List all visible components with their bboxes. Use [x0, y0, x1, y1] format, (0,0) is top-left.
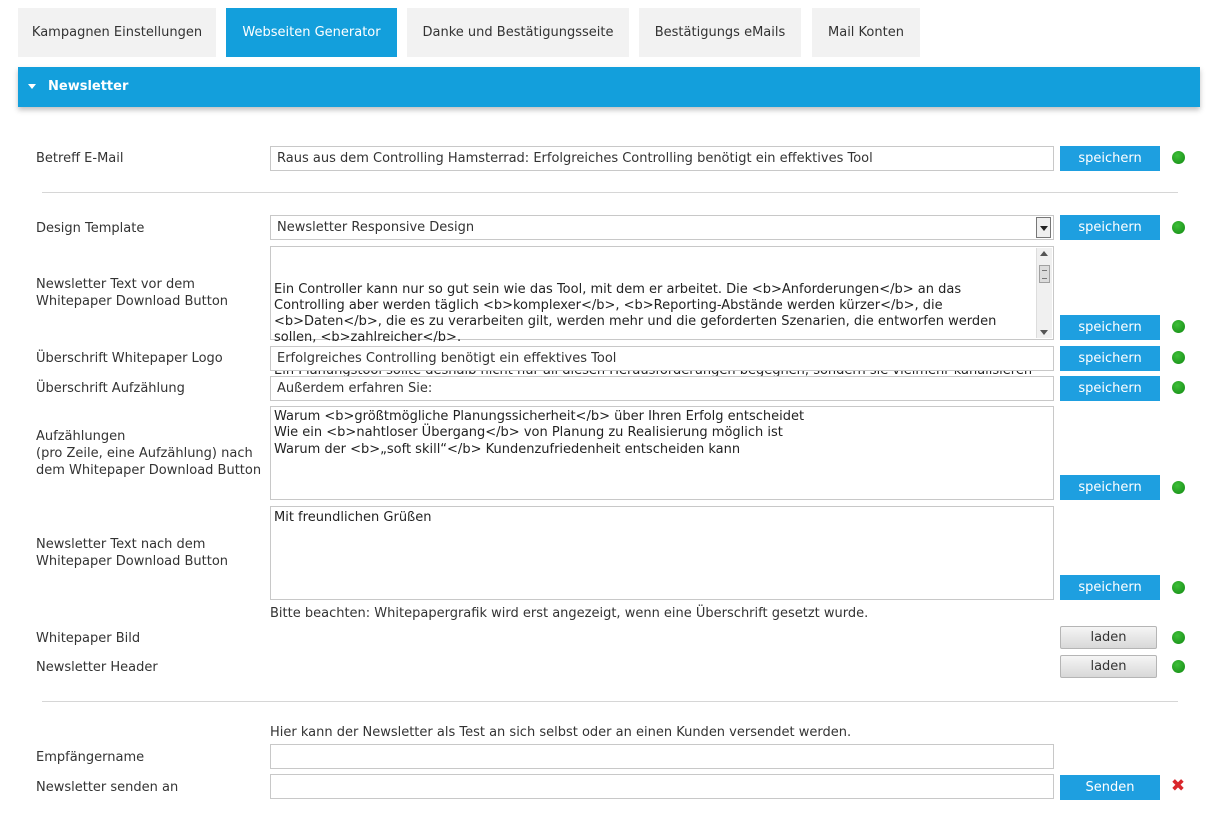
send-to-input[interactable] [270, 774, 1054, 799]
text-before-label: Newsletter Text vor dem Whitepaper Download Button [36, 277, 229, 309]
send-button[interactable]: Senden [1060, 775, 1160, 800]
scroll-down-icon [1040, 330, 1048, 335]
save-list-heading-button[interactable]: speichern [1060, 376, 1160, 401]
section-title: Newsletter [48, 79, 129, 94]
green-dot-icon [1172, 221, 1185, 234]
list-heading-input[interactable]: Außerdem erfahren Sie: [270, 376, 1054, 401]
tab-danke-und-bestaetigungsseite[interactable]: Danke und Bestätigungsseite [407, 8, 629, 57]
text-before-content: Ein Controller kann nur so gut sein wie das Tool, mit dem er arbeitet. Die <b>Anforderungen</b> an das Controlling aber werden täglich <b>komplexer</b>, <b>Reporting-Abstände werden kürzer</b>, die <b>Daten</b>, die es zu verarbeiten gilt, werden mehr und die geforderten Szenarien, die entworfen werden sollen, <b>zahlreicher</b>. [274, 281, 997, 346]
whitepaper-image-label: Whitepaper Bild [36, 631, 141, 646]
template-label: Design Template [36, 221, 145, 236]
green-dot-icon [1172, 581, 1185, 594]
scroll-thumb[interactable] [1039, 265, 1050, 283]
divider [42, 192, 1178, 193]
tab-bestaetigungs-emails[interactable]: Bestätigungs eMails [639, 8, 801, 57]
load-whitepaper-image-button[interactable]: laden [1060, 626, 1157, 649]
tab-webseiten-generator[interactable]: Webseiten Generator [226, 8, 397, 57]
send-to-label: Newsletter senden an [36, 780, 179, 795]
save-subject-button[interactable]: speichern [1060, 146, 1160, 171]
scroll-up-icon [1040, 251, 1048, 256]
save-text-before-button[interactable]: speichern [1060, 315, 1160, 340]
subject-input[interactable]: Raus aus dem Controlling Hamsterrad: Erfolgreiches Controlling benötigt ein effektives Tool [270, 146, 1054, 171]
list-items-label: Aufzählungen (pro Zeile, eine Aufzählung) nach dem Whitepaper Download Button [36, 429, 262, 478]
logo-heading-label: Überschrift Whitepaper Logo [36, 351, 223, 366]
text-before-textarea[interactable] [270, 246, 1054, 346]
green-dot-icon [1172, 631, 1185, 644]
recipient-name-input[interactable] [270, 744, 1054, 769]
textarea-scrollbar[interactable] [1036, 248, 1052, 338]
logo-heading-input[interactable]: Erfolgreiches Controlling benötigt ein effektives Tool [270, 346, 1054, 371]
text-after-textarea[interactable]: Mit freundlichen Grüßen [270, 506, 1054, 600]
load-newsletter-header-button[interactable]: laden [1060, 655, 1157, 678]
text-after-label: Newsletter Text nach dem Whitepaper Download Button [36, 537, 229, 569]
green-dot-icon [1172, 381, 1185, 394]
newsletter-header-label: Newsletter Header [36, 660, 158, 675]
save-list-items-button[interactable]: speichern [1060, 475, 1160, 500]
newsletter-section-header[interactable] [18, 67, 1200, 107]
green-dot-icon [1172, 481, 1185, 494]
caret-down-icon [28, 84, 36, 89]
divider [42, 701, 1178, 702]
tab-kampagnen-einstellungen[interactable]: Kampagnen Einstellungen [18, 8, 216, 57]
save-text-after-button[interactable]: speichern [1060, 575, 1160, 600]
tab-mail-konten[interactable]: Mail Konten [812, 8, 920, 57]
image-note: Bitte beachten: Whitepapergrafik wird erst angezeigt, wenn eine Überschrift gesetzt wurde. [270, 606, 869, 621]
recipient-name-label: Empfängername [36, 750, 145, 765]
save-logo-heading-button[interactable]: speichern [1060, 346, 1160, 371]
subject-label: Betreff E-Mail [36, 151, 124, 166]
list-items-textarea[interactable]: Warum <b>größtmögliche Planungssicherheit</b> über Ihren Erfolg entscheidet Wie ein <b>nahtloser Übergang</b> von Planung zu Realisierung möglich ist Warum der <b>„soft skill“</b> Kundenzufriedenheit entscheiden kann [270, 406, 1054, 500]
template-select[interactable]: Newsletter Responsive Design [270, 215, 1054, 240]
test-note: Hier kann der Newsletter als Test an sich selbst oder an einen Kunden versendet werden. [270, 725, 852, 740]
green-dot-icon [1172, 660, 1185, 673]
list-heading-label: Überschrift Aufzählung [36, 381, 185, 396]
green-dot-icon [1172, 351, 1185, 364]
chevron-down-icon[interactable] [1036, 217, 1051, 238]
red-x-icon: ✖ [1170, 776, 1186, 796]
green-dot-icon [1172, 151, 1185, 164]
save-template-button[interactable]: speichern [1060, 215, 1160, 240]
green-dot-icon [1172, 320, 1185, 333]
